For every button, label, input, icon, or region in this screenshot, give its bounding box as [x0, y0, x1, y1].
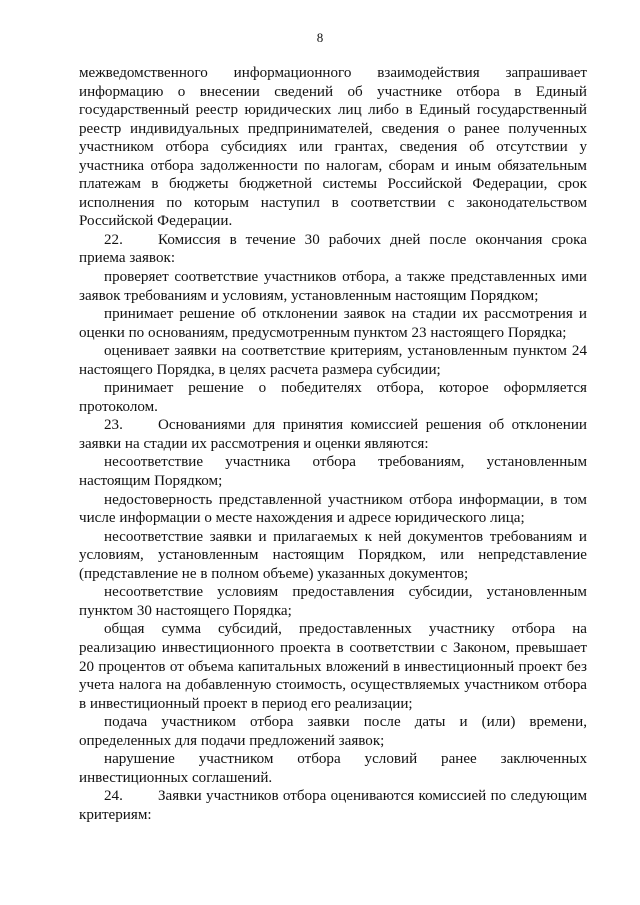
- clause-24: [79, 787, 587, 824]
- clause-number: 24.: [104, 788, 123, 805]
- paragraph-item: нарушение участником отбора условий ранее заключенных инвестиционных соглашений.: [79, 751, 587, 786]
- document-body: [79, 64, 587, 824]
- paragraph-item: принимает решение о победителях отбора, которое оформляется протоколом.: [79, 380, 587, 415]
- paragraph-item: проверяет соответствие участников отбора, а также представленных ими заявок требованиям и условиям, установленным настоящим Порядком;: [79, 269, 587, 304]
- page-number: 8: [316, 30, 324, 45]
- clause-text: Основаниями для принятия комиссией решения об отклонении заявки на стадии их рассмотрения и оценки являются:: [79, 417, 587, 452]
- paragraph-item: общая сумма субсидий, предоставленных участнику отбора на реализацию инвестиционного проекта в соответствии с Законом, превышает 20 процентов от объема капитальных вложений в инвестиционный проект без учета налога на добавленную стоимость, осуществляемых участником отбора в инвестиционный проект в период его реализации;: [79, 621, 587, 712]
- paragraph-item: оценивает заявки на соответствие критериям, установленным пунктом 24 настоящего Порядка, в целях расчета размера субсидии;: [79, 343, 587, 378]
- clause-23: [79, 416, 587, 453]
- paragraph-item: несоответствие условиям предоставления субсидии, установленным пунктом 30 настоящего Порядка;: [79, 584, 587, 619]
- paragraph-item: принимает решение об отклонении заявок на стадии их рассмотрения и оценки по основаниям, предусмотренным пунктом 23 настоящего Порядка;: [79, 306, 587, 341]
- paragraph-item: несоответствие заявки и прилагаемых к ней документов требованиям и условиям, установленным настоящим Порядком, или непредставление (представление не в полном объеме) указанных документов;: [79, 528, 587, 582]
- paragraph-item: несоответствие участника отбора требованиям, установленным настоящим Порядком;: [79, 454, 587, 490]
- clause-number: 23.: [104, 417, 123, 434]
- clause-number: 22.: [104, 231, 123, 248]
- clause-text: Комиссия в течение 30 рабочих дней после окончания срока приема заявок:: [79, 231, 587, 267]
- paragraph-item: подача участником отбора заявки после даты и (или) времени, определенных для подачи предложений заявок;: [79, 714, 587, 749]
- paragraph-intro-continuation: межведомственного информационного взаимодействия запрашивает информацию о внесении сведений об участнике отбора в Единый государственный реестр юридических лиц либо в Единый государственный реестр индивидуальных предпринимателей, сведения о ранее полученных участником отбора субсидиях или грантах, сведения об отсутствии у участника отбора задолженности по налогам, сборам и иным обязательным платежам в бюджеты бюджетной системы Российской Федерации, срок исполнения по которым наступил в соответствии с законодательством Российской Федерации.: [79, 65, 587, 230]
- clause-22: [79, 231, 587, 268]
- paragraph-item: недостоверность представленной участником отбора информации, в том числе информации о месте нахождения и адресе юридического лица;: [79, 491, 587, 527]
- clause-text: Заявки участников отбора оцениваются комиссией по следующим критериям:: [79, 788, 587, 823]
